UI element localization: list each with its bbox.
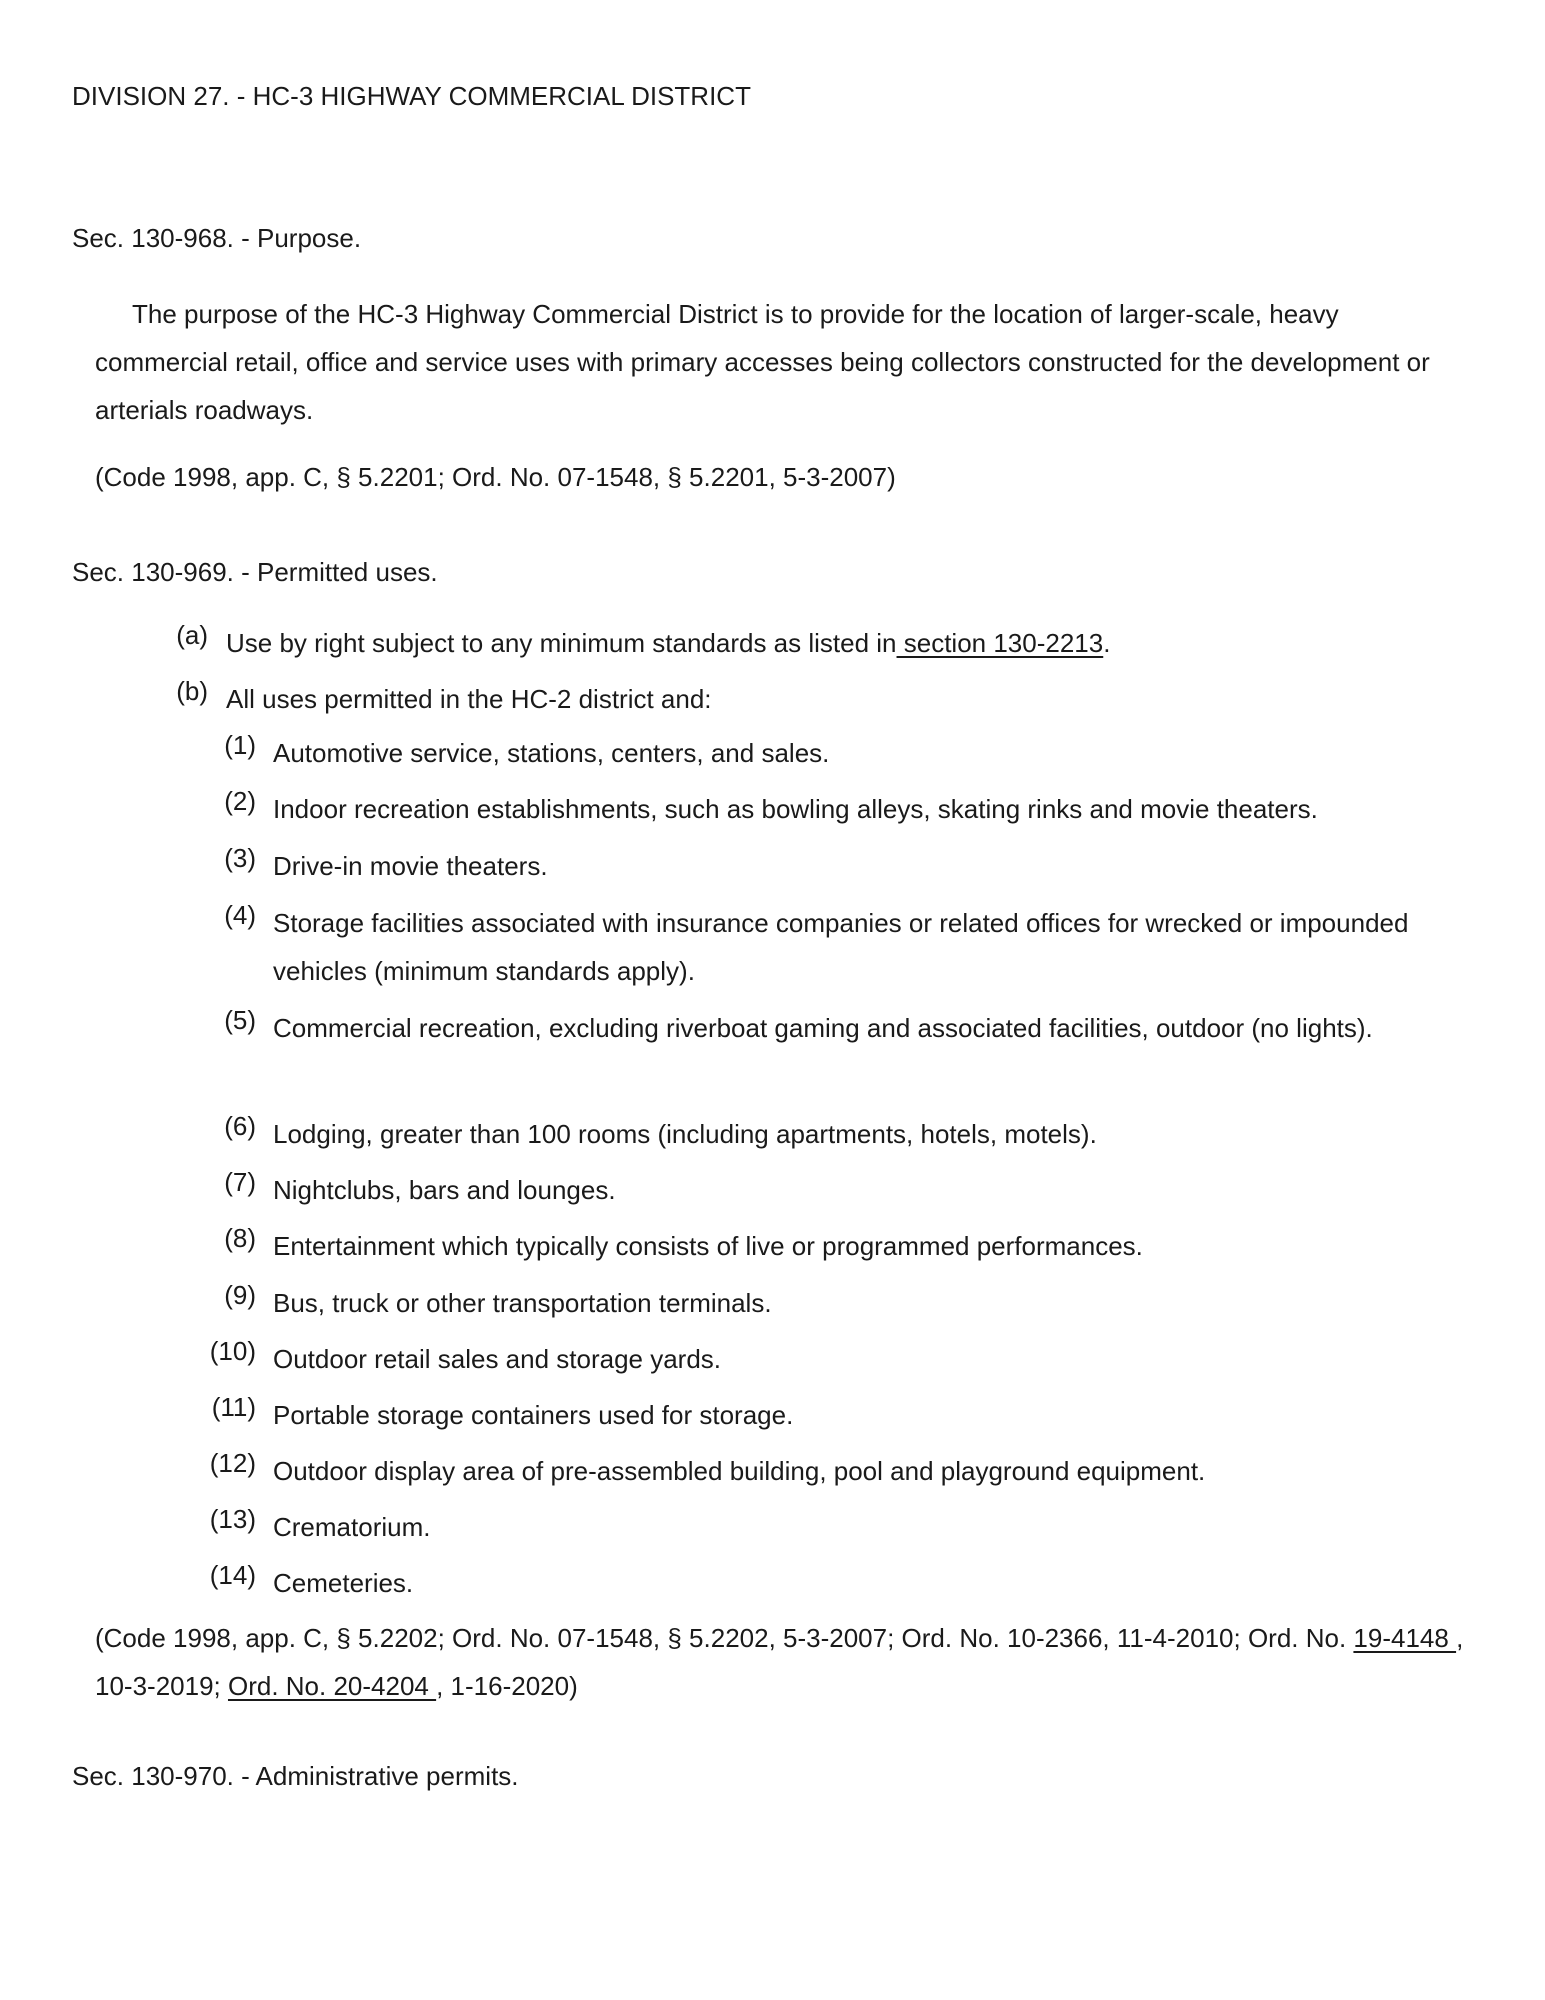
item-text: Storage facilities associated with insurance companies or related offices for wrecked or impounded vehicles (minimum standards apply). [273,908,1409,986]
item-label: (1) [224,730,256,760]
purpose-body: The purpose of the HC-3 Highway Commercial District is to provide for the location of larger-scale, heavy commercial retail, office and service uses with primary accesses being collectors constructed for the development or arterials roadways. [95,299,1430,425]
item-text-main: Use by right subject to any minimum standards as listed in [226,628,897,658]
permitted-use-item [0,1110,1413,1158]
purpose-citation: (Code 1998, app. C, § 5.2201; Ord. No. 07-1548, § 5.2201, 5-3-2007) [95,462,896,492]
section-heading-administrative-permits: Sec. 130-970. - Administrative permits. [72,1761,519,1791]
item-text: All uses permitted in the HC-2 district and: [226,684,712,714]
citation-text: , 10-3-2019; [95,1623,1464,1701]
item-label: (14) [209,1560,256,1590]
permitted-use-item [0,1559,1413,1607]
item-text: Portable storage containers used for storage. [273,1400,794,1430]
item-label: (8) [224,1223,256,1253]
permitted-use-item [0,1447,1413,1495]
item-text: Outdoor retail sales and storage yards. [273,1344,722,1374]
item-text [226,619,1110,667]
item-text: Commercial recreation, excluding riverboat gaming and associated facilities, outdoor (no lights). [273,1013,1373,1043]
permitted-use-item [0,1004,1413,1052]
item-label: (13) [209,1504,256,1534]
section-heading-permitted-uses: Sec. 130-969. - Permitted uses. [72,557,438,587]
item-label: (5) [224,1005,256,1035]
section-heading-purpose: Sec. 130-968. - Purpose. [72,223,362,253]
item-label: (9) [224,1280,256,1310]
ordinance-19-4148-link[interactable]: 19-4148 [1353,1623,1457,1653]
item-text: Outdoor display area of pre-assembled building, pool and playground equipment. [273,1456,1206,1486]
permitted-use-item [0,899,1413,995]
permitted-use-item [0,1279,1413,1327]
permitted-use-item [0,1335,1413,1383]
item-label: (a) [176,620,208,650]
item-text: Lodging, greater than 100 rooms (including apartments, hotels, motels). [273,1119,1097,1149]
item-text: Nightclubs, bars and lounges. [273,1175,616,1205]
item-label: (4) [224,900,256,930]
permitted-use-a [0,619,1110,667]
item-label: (10) [209,1336,256,1366]
item-label: (b) [176,676,208,706]
permitted-use-item [0,842,1413,890]
purpose-paragraph [95,290,1475,434]
item-text: Entertainment which typically consists of live or programmed performances. [273,1231,1143,1261]
division-title: DIVISION 27. - HC-3 HIGHWAY COMMERCIAL DISTRICT [72,81,751,111]
item-label: (7) [224,1167,256,1197]
ordinance-20-4204-link[interactable]: Ord. No. 20-4204 [227,1671,437,1701]
permitted-use-item [0,1391,1413,1439]
item-text: Automotive service, stations, centers, and sales. [273,738,830,768]
permitted-uses-citation [95,1614,1475,1710]
citation-text: , 1-16-2020) [436,1671,578,1701]
item-text: Cemeteries. [273,1568,414,1598]
permitted-use-item [0,785,1413,833]
item-text: Indoor recreation establishments, such as bowling alleys, skating rinks and movie theaters. [273,794,1318,824]
item-text-end: . [1103,628,1111,658]
citation-text: (Code 1998, app. C, § 5.2202; Ord. No. 07-1548, § 5.2202, 5-3-2007; Ord. No. 10-2366, 11-4-2010; Ord. No. [95,1623,1354,1653]
permitted-use-b [0,675,712,723]
permitted-use-item [0,1166,1413,1214]
permitted-use-item [0,1503,1413,1551]
item-text: Crematorium. [273,1512,431,1542]
item-label: (2) [224,786,256,816]
item-text: Drive-in movie theaters. [273,851,548,881]
item-label: (6) [224,1111,256,1141]
permitted-use-item [0,1222,1413,1270]
section-130-2213-link[interactable]: section 130-2213 [896,628,1104,658]
item-label: (12) [209,1448,256,1478]
item-label: (11) [211,1392,256,1422]
item-label: (3) [224,843,256,873]
permitted-use-item [0,729,1413,777]
item-text: Bus, truck or other transportation terminals. [273,1288,772,1318]
